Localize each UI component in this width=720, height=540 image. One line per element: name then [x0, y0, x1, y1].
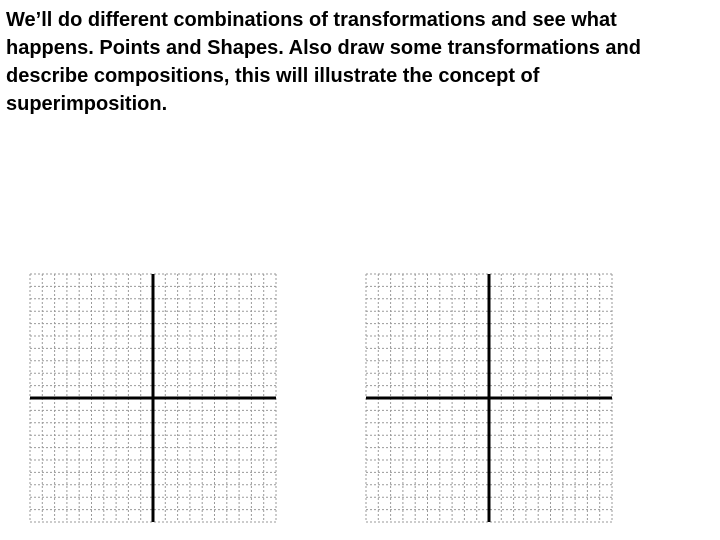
coordinate-grid-left	[28, 272, 278, 524]
grid-svg	[364, 272, 614, 524]
slide-paragraph: We’ll do different combinations of transformations and see what happens. Points and Shapes. Also draw some transformations and describe compositions, this will illustrate the concept of superimposition.	[6, 9, 641, 115]
coordinate-grid-right	[364, 272, 614, 524]
grid-svg	[28, 272, 278, 524]
